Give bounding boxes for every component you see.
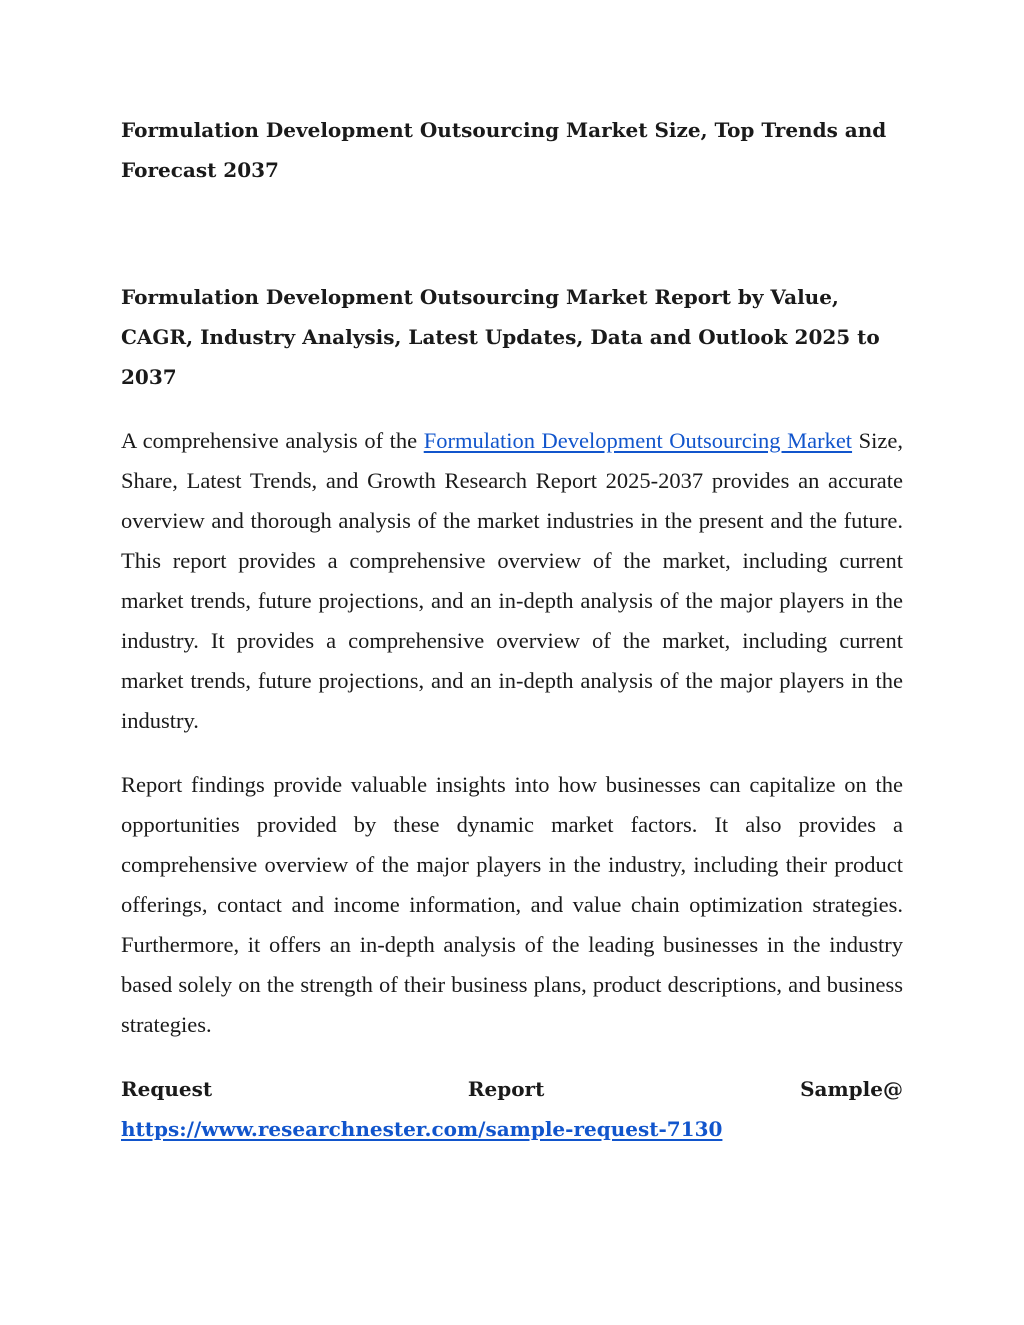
findings-paragraph: Report findings provide valuable insights into how businesses can capitalize on the opportunities provided by these dynamic market factors. It also provides a comprehensive overview of the major players in the industry, including their product offerings, contact and income information, and value chain optimization strategies. Furthermore, it offers an in-depth analysis of the leading businesses in the industry based solely on the strength of their business plans, product descriptions, and business strategies. (121, 772, 903, 1037)
request-sample-line (121, 1069, 903, 1109)
request-url-line (121, 1109, 903, 1149)
document-page (121, 110, 903, 1149)
sample-request-link[interactable]: https://www.researchnester.com/sample-request-7130 (121, 1117, 723, 1141)
intro-lead-text: A comprehensive analysis of the (121, 428, 424, 453)
intro-rest-text: Size, Share, Latest Trends, and Growth Research Report 2025-2037 provides an accurate overview and thorough analysis of the market industries in the present and the future. This report provides a comprehensive overview of the market, including current market trends, future projections, and an in-depth analysis of the major players in the industry. It provides a comprehensive overview of the market, including current market trends, future projections, and an in-depth analysis of the major players in the industry. (121, 428, 903, 733)
market-report-link[interactable]: Formulation Development Outsourcing Market (423, 428, 853, 453)
document-title: Formulation Development Outsourcing Market Size, Top Trends and Forecast 2037 (121, 118, 887, 182)
report-word: Report (467, 1077, 545, 1101)
intro-paragraph (121, 421, 903, 741)
document-subtitle: Formulation Development Outsourcing Market Report by Value, CAGR, Industry Analysis, Latest Updates, Data and Outlook 2025 to 2037 (121, 285, 880, 389)
sample-word: Sample@ (800, 1077, 903, 1101)
request-word: Request (121, 1077, 213, 1101)
